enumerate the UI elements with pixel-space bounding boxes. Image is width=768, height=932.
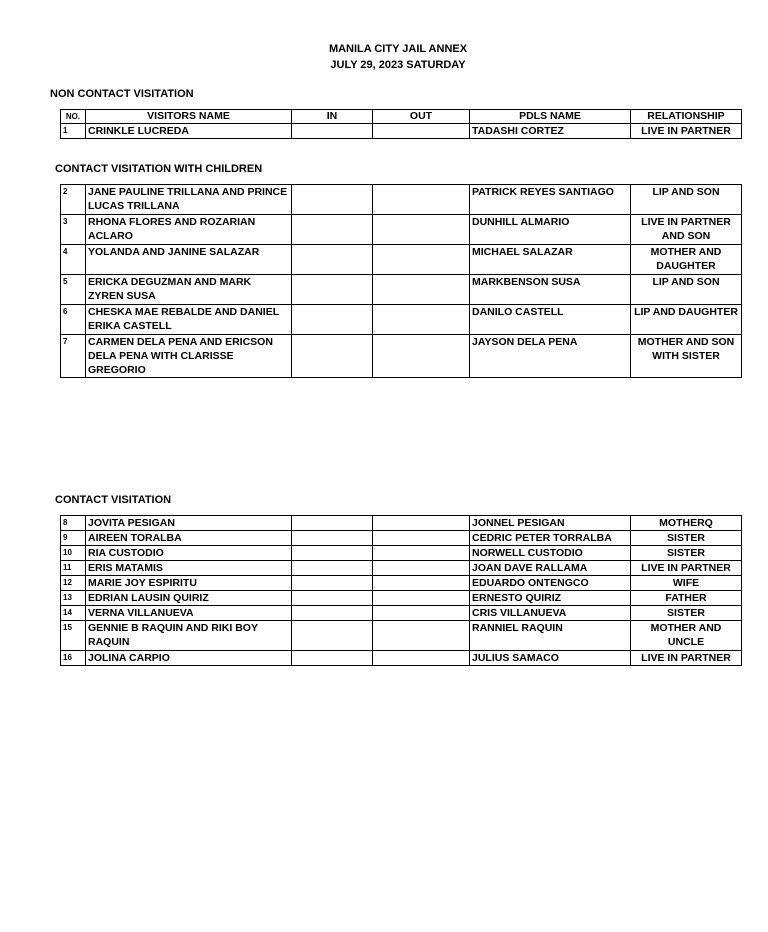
relationship-cell: FATHER (631, 591, 742, 606)
time-in-cell (292, 561, 373, 576)
visitor-name-cell: YOLANDA AND JANINE SALAZAR (86, 245, 292, 275)
visitor-name-cell: JOVITA PESIGAN (86, 516, 292, 531)
time-out-cell (373, 335, 470, 378)
table-row (61, 124, 742, 139)
row-number: 10 (61, 546, 86, 561)
pdl-name-cell: CRIS VILLANUEVA (470, 606, 631, 621)
pdl-name-cell: JONNEL PESIGAN (470, 516, 631, 531)
pdl-name-cell: NORWELL CUSTODIO (470, 546, 631, 561)
table-row (61, 576, 742, 591)
visitor-name-cell: GENNIE B RAQUIN AND RIKI BOY RAQUIN (86, 621, 292, 651)
pdl-name-cell: JOAN DAVE RALLAMA (470, 561, 631, 576)
column-header-relationship: RELATIONSHIP (631, 110, 742, 124)
non-contact-table (60, 109, 742, 139)
time-in-cell (292, 516, 373, 531)
table-row (61, 651, 742, 666)
relationship-cell: WIFE (631, 576, 742, 591)
time-out-cell (373, 606, 470, 621)
relationship-cell: MOTHER AND SON WITH SISTER (631, 335, 742, 378)
pdl-name-cell: DANILO CASTELL (470, 305, 631, 335)
time-in-cell (292, 621, 373, 651)
time-out-cell (373, 185, 470, 215)
relationship-cell: SISTER (631, 531, 742, 546)
visitor-name-cell: RIA CUSTODIO (86, 546, 292, 561)
time-in-cell (292, 651, 373, 666)
section-title-contact: CONTACT VISITATION (55, 494, 172, 506)
relationship-cell: LIP AND DAUGHTER (631, 305, 742, 335)
table-row (61, 621, 742, 651)
relationship-cell: LIVE IN PARTNER AND SON (631, 215, 742, 245)
table-row (61, 546, 742, 561)
time-out-cell (373, 531, 470, 546)
time-in-cell (292, 215, 373, 245)
table-row (61, 185, 742, 215)
time-in-cell (292, 335, 373, 378)
relationship-cell: LIP AND SON (631, 275, 742, 305)
row-number: 7 (61, 335, 86, 378)
row-number: 15 (61, 621, 86, 651)
visitor-name-cell: CHESKA MAE REBALDE AND DANIEL ERIKA CASTELL (86, 305, 292, 335)
pdl-name-cell: MARKBENSON SUSA (470, 275, 631, 305)
row-number: 5 (61, 275, 86, 305)
pdl-name-cell: TADASHI CORTEZ (470, 124, 631, 139)
column-header-no: NO. (61, 110, 86, 124)
time-out-cell (373, 651, 470, 666)
relationship-cell: MOTHER AND DAUGHTER (631, 245, 742, 275)
time-in-cell (292, 606, 373, 621)
relationship-cell: MOTHERQ (631, 516, 742, 531)
time-in-cell (292, 275, 373, 305)
time-out-cell (373, 516, 470, 531)
pdl-name-cell: RANNIEL RAQUIN (470, 621, 631, 651)
time-out-cell (373, 215, 470, 245)
row-number: 4 (61, 245, 86, 275)
table-row (61, 215, 742, 245)
pdl-name-cell: PATRICK REYES SANTIAGO (470, 185, 631, 215)
visitor-name-cell: ERICKA DEGUZMAN AND MARK ZYREN SUSA (86, 275, 292, 305)
visitor-name-cell: JANE PAULINE TRILLANA AND PRINCE LUCAS TRILLANA (86, 185, 292, 215)
table-row (61, 275, 742, 305)
visitor-name-cell: MARIE JOY ESPIRITU (86, 576, 292, 591)
table-row (61, 561, 742, 576)
column-header-in: IN (292, 110, 373, 124)
pdl-name-cell: CEDRIC PETER TORRALBA (470, 531, 631, 546)
relationship-cell: LIVE IN PARTNER (631, 561, 742, 576)
section-title-non-contact: NON CONTACT VISITATION (50, 88, 194, 100)
row-number: 16 (61, 651, 86, 666)
table-row (61, 516, 742, 531)
pdl-name-cell: JAYSON DELA PENA (470, 335, 631, 378)
document-date: JULY 29, 2023 SATURDAY (330, 59, 466, 71)
time-in-cell (292, 185, 373, 215)
time-in-cell (292, 546, 373, 561)
visitor-name-cell: VERNA VILLANUEVA (86, 606, 292, 621)
row-number: 12 (61, 576, 86, 591)
pdl-name-cell: JULIUS SAMACO (470, 651, 631, 666)
row-number: 3 (61, 215, 86, 245)
time-in-cell (292, 305, 373, 335)
time-out-cell (373, 305, 470, 335)
time-in-cell (292, 591, 373, 606)
pdl-name-cell: ERNESTO QUIRIZ (470, 591, 631, 606)
contact-table (60, 515, 742, 666)
visitor-name-cell: CRINKLE LUCREDA (86, 124, 292, 139)
time-in-cell (292, 576, 373, 591)
time-out-cell (373, 245, 470, 275)
column-header-out: OUT (373, 110, 470, 124)
relationship-cell: LIVE IN PARTNER (631, 651, 742, 666)
relationship-cell: SISTER (631, 546, 742, 561)
table-row (61, 591, 742, 606)
column-header-visitors-name: VISITORS NAME (86, 110, 292, 124)
time-out-cell (373, 591, 470, 606)
pdl-name-cell: MICHAEL SALAZAR (470, 245, 631, 275)
column-header-pdls-name: PDLS NAME (470, 110, 631, 124)
table-row (61, 305, 742, 335)
table-row (61, 531, 742, 546)
visitor-name-cell: ERIS MATAMIS (86, 561, 292, 576)
row-number: 2 (61, 185, 86, 215)
row-number: 8 (61, 516, 86, 531)
table-header-row (61, 110, 742, 124)
time-out-cell (373, 275, 470, 305)
visitor-name-cell: CARMEN DELA PENA AND ERICSON DELA PENA WITH CLARISSE GREGORIO (86, 335, 292, 378)
row-number: 13 (61, 591, 86, 606)
relationship-cell: MOTHER AND UNCLE (631, 621, 742, 651)
time-out-cell (373, 561, 470, 576)
table-row (61, 606, 742, 621)
row-number: 14 (61, 606, 86, 621)
table-row (61, 245, 742, 275)
time-out-cell (373, 621, 470, 651)
document-title: MANILA CITY JAIL ANNEX (328, 43, 468, 55)
section-title-contact-with-children: CONTACT VISITATION WITH CHILDREN (55, 163, 263, 175)
pdl-name-cell: DUNHILL ALMARIO (470, 215, 631, 245)
visitor-name-cell: RHONA FLORES AND ROZARIAN ACLARO (86, 215, 292, 245)
time-out-cell (373, 124, 470, 139)
row-number: 9 (61, 531, 86, 546)
time-out-cell (373, 546, 470, 561)
time-in-cell (292, 531, 373, 546)
pdl-name-cell: EDUARDO ONTENGCO (470, 576, 631, 591)
visitor-name-cell: AIREEN TORALBA (86, 531, 292, 546)
relationship-cell: LIVE IN PARTNER (631, 124, 742, 139)
table-row (61, 335, 742, 378)
relationship-cell: LIP AND SON (631, 185, 742, 215)
time-out-cell (373, 576, 470, 591)
row-number: 6 (61, 305, 86, 335)
row-number: 1 (61, 124, 86, 139)
row-number: 11 (61, 561, 86, 576)
relationship-cell: SISTER (631, 606, 742, 621)
time-in-cell (292, 124, 373, 139)
visitor-name-cell: EDRIAN LAUSIN QUIRIZ (86, 591, 292, 606)
visitor-name-cell: JOLINA CARPIO (86, 651, 292, 666)
time-in-cell (292, 245, 373, 275)
contact-with-children-table (60, 184, 742, 378)
